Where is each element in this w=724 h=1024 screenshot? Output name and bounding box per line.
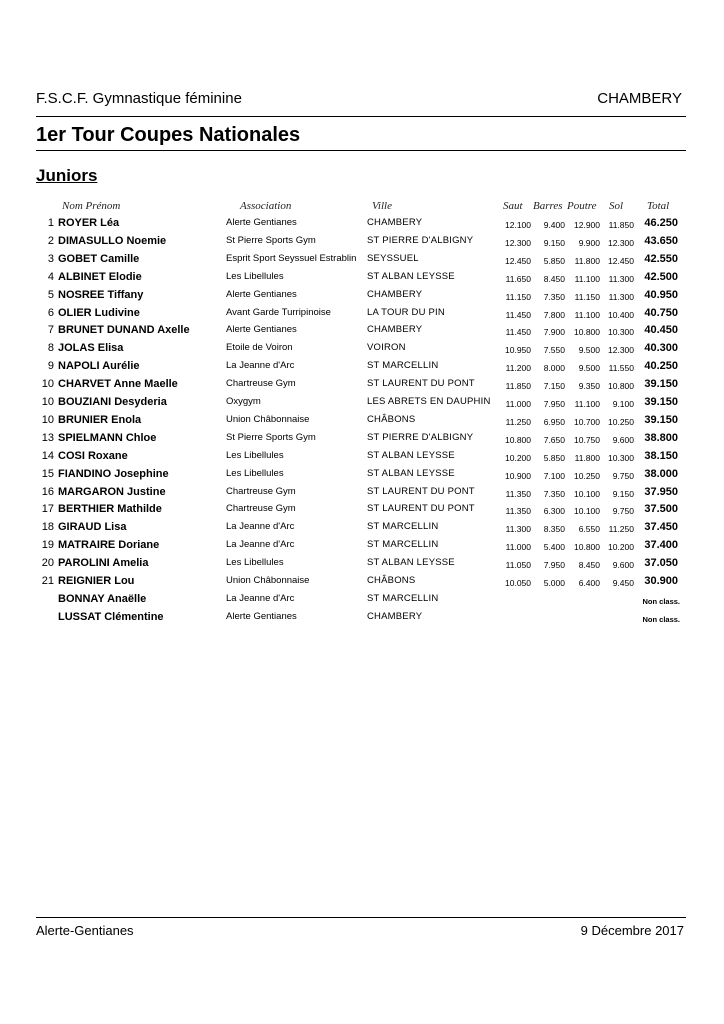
barres-score-cell: 7.350: [543, 488, 565, 499]
poutre-score-cell: 9.500: [578, 363, 600, 374]
barres-score-cell: 5.400: [543, 542, 565, 553]
rank-cell: 8: [47, 342, 54, 355]
total-score-cell: 37.500: [644, 503, 678, 516]
gymnast-name-cell: DIMASULLO Noemie: [58, 234, 167, 247]
sol-score-cell: 9.750: [612, 470, 634, 481]
sol-score-cell: 10.400: [608, 309, 634, 320]
page-title: 1er Tour Coupes Nationales: [36, 124, 301, 146]
association-cell: Chartreuse Gym: [226, 378, 296, 390]
poutre-score-cell: 11.150: [574, 291, 600, 302]
sol-score-cell: 10.200: [608, 542, 634, 553]
sol-score-cell: 10.250: [608, 416, 634, 427]
rank-cell: 9: [47, 360, 54, 373]
saut-score-cell: 11.000: [505, 399, 531, 409]
table-row: [0, 574, 724, 592]
sol-score-cell: 10.300: [608, 327, 634, 338]
town-cell: ST PIERRE D'ALBIGNY: [367, 234, 474, 246]
footer-date: 9 Décembre 2017: [580, 923, 684, 938]
document-header: [36, 90, 686, 110]
rank-cell: 1: [47, 217, 54, 229]
gymnast-name-cell: MATRAIRE Doriane: [58, 539, 160, 552]
barres-score-cell: 7.650: [543, 434, 565, 445]
association-cell: St Pierre Sports Gym: [226, 431, 316, 443]
barres-score-cell: 7.950: [543, 560, 565, 571]
poutre-score-cell: 10.750: [574, 434, 600, 445]
competition-city: CHAMBERY: [597, 90, 682, 107]
association-cell: La Jeanne d'Arc: [226, 539, 295, 551]
poutre-score-cell: 9.900: [578, 237, 600, 248]
gymnast-name-cell: NOSREE Tiffany: [58, 288, 144, 301]
sol-score-cell: 11.550: [608, 363, 634, 374]
total-score-cell: 43.650: [644, 234, 678, 247]
column-header-association: Association: [240, 200, 292, 212]
federation-name: F.S.C.F. Gymnastique féminine: [36, 90, 242, 107]
poutre-score-cell: 11.800: [574, 452, 600, 463]
poutre-score-cell: 8.450: [578, 560, 600, 571]
sol-score-cell: 10.300: [608, 452, 634, 463]
barres-score-cell: 8.000: [543, 363, 565, 374]
saut-score-cell: 11.350: [505, 506, 531, 517]
rank-cell: 13: [41, 431, 54, 444]
association-cell: La Jeanne d'Arc: [226, 360, 295, 372]
association-cell: Les Libellules: [226, 270, 284, 282]
rank-cell: 3: [47, 252, 54, 265]
gymnast-name-cell: REIGNIER Lou: [58, 575, 135, 587]
total-score-cell: 42.550: [644, 252, 678, 265]
rank-cell: 2: [47, 234, 54, 247]
saut-score-cell: 12.450: [505, 255, 531, 266]
total-score-cell: 39.150: [644, 396, 678, 408]
gymnast-name-cell: ALBINET Elodie: [58, 270, 142, 283]
rank-cell: 19: [41, 539, 54, 552]
gymnast-name-cell: PAROLINI Amelia: [58, 557, 149, 570]
poutre-score-cell: 10.700: [574, 416, 600, 427]
town-cell: ST MARCELLIN: [367, 539, 439, 551]
sol-score-cell: 12.300: [608, 237, 634, 248]
association-cell: Les Libellules: [226, 557, 284, 569]
table-row: [0, 502, 724, 520]
column-header-town: Ville: [372, 200, 392, 212]
poutre-score-cell: 10.100: [574, 506, 600, 517]
town-cell: ST LAURENT DU PONT: [367, 378, 475, 390]
barres-score-cell: 7.550: [543, 345, 565, 356]
total-score-cell: 38.150: [644, 449, 678, 462]
town-cell: CHÂBONS: [367, 575, 416, 586]
rank-cell: 10: [41, 413, 54, 426]
association-cell: La Jeanne d'Arc: [226, 521, 295, 533]
table-row: [0, 270, 724, 288]
rank-cell: 15: [41, 467, 54, 480]
total-score-cell: 40.750: [644, 306, 678, 319]
header-divider: [36, 116, 686, 117]
sol-score-cell: 11.300: [608, 273, 634, 284]
table-row: [0, 306, 724, 324]
rank-cell: 4: [47, 270, 54, 283]
poutre-score-cell: 6.400: [578, 578, 600, 588]
total-score-cell: 40.950: [644, 288, 678, 301]
table-row: [0, 413, 724, 431]
sol-score-cell: 9.750: [612, 506, 634, 517]
barres-score-cell: 9.150: [543, 237, 565, 248]
saut-score-cell: 11.650: [505, 273, 531, 284]
association-cell: La Jeanne d'Arc: [226, 592, 295, 604]
gymnast-name-cell: MARGARON Justine: [58, 485, 166, 498]
saut-score-cell: 10.050: [505, 578, 531, 588]
sol-score-cell: 9.150: [612, 488, 634, 499]
rank-cell: 20: [41, 557, 54, 570]
barres-score-cell: 7.800: [543, 309, 565, 320]
association-cell: Chartreuse Gym: [226, 485, 296, 497]
town-cell: ST MARCELLIN: [367, 592, 439, 604]
total-score-cell: 39.150: [644, 413, 678, 426]
saut-score-cell: 11.050: [505, 560, 531, 571]
table-row: [0, 467, 724, 485]
barres-score-cell: 8.450: [543, 273, 565, 284]
sol-score-cell: 11.300: [608, 291, 634, 302]
gymnast-name-cell: LUSSAT Clémentine: [58, 610, 164, 623]
town-cell: ST ALBAN LEYSSE: [367, 270, 455, 282]
saut-score-cell: 10.900: [505, 470, 531, 481]
saut-score-cell: 12.300: [505, 237, 531, 248]
status-cell: Non class.: [642, 614, 680, 624]
saut-score-cell: 11.000: [505, 542, 531, 553]
total-score-cell: 30.900: [644, 575, 678, 587]
gymnast-name-cell: BOUZIANI Desyderia: [58, 396, 167, 408]
gymnast-name-cell: JOLAS Elisa: [58, 342, 124, 355]
town-cell: LA TOUR DU PIN: [367, 306, 445, 318]
sol-score-cell: 11.250: [608, 524, 634, 535]
barres-score-cell: 7.150: [543, 381, 565, 392]
saut-score-cell: 11.150: [505, 291, 531, 302]
town-cell: CHAMBERY: [367, 288, 423, 300]
rank-cell: 7: [47, 324, 54, 337]
table-row: [0, 216, 724, 234]
association-cell: Avant Garde Turripinoise: [226, 306, 331, 318]
barres-score-cell: 6.950: [543, 416, 565, 427]
town-cell: LES ABRETS EN DAUPHIN: [367, 396, 491, 407]
town-cell: ST PIERRE D'ALBIGNY: [367, 431, 474, 443]
association-cell: Oxygym: [226, 396, 261, 407]
poutre-score-cell: 6.550: [578, 524, 600, 535]
barres-score-cell: 6.300: [543, 506, 565, 517]
rank-cell: 6: [47, 306, 54, 319]
saut-score-cell: 11.300: [505, 524, 531, 535]
barres-score-cell: 9.400: [543, 220, 565, 230]
table-row: [0, 359, 724, 377]
poutre-score-cell: 11.800: [574, 255, 600, 266]
poutre-score-cell: 9.350: [578, 381, 600, 392]
table-row: [0, 556, 724, 574]
barres-score-cell: 5.850: [543, 255, 565, 266]
total-score-cell: 40.250: [644, 360, 678, 373]
saut-score-cell: 10.950: [505, 345, 531, 356]
association-cell: Les Libellules: [226, 449, 284, 461]
association-cell: Alerte Gentianes: [226, 610, 297, 622]
saut-score-cell: 11.350: [505, 488, 531, 499]
column-header-barres: Barres: [533, 200, 563, 212]
barres-score-cell: 5.850: [543, 452, 565, 463]
table-row: [0, 449, 724, 467]
gymnast-name-cell: ROYER Léa: [58, 217, 120, 229]
poutre-score-cell: 11.100: [574, 399, 600, 409]
association-cell: St Pierre Sports Gym: [226, 234, 316, 246]
total-score-cell: 37.400: [644, 539, 678, 552]
association-cell: Alerte Gentianes: [226, 217, 297, 228]
association-cell: Esprit Sport Seyssuel Estrablin: [226, 252, 357, 264]
association-cell: Union Châbonnaise: [226, 575, 310, 586]
table-row: [0, 252, 724, 270]
poutre-score-cell: 10.800: [574, 542, 600, 553]
association-cell: Les Libellules: [226, 467, 284, 479]
rank-cell: 10: [41, 378, 54, 391]
table-row: [0, 610, 724, 628]
town-cell: ST ALBAN LEYSSE: [367, 449, 455, 461]
town-cell: CHAMBERY: [367, 324, 423, 336]
total-score-cell: 40.450: [644, 324, 678, 337]
table-row: [0, 592, 724, 610]
barres-score-cell: 7.900: [543, 327, 565, 338]
table-row: [0, 538, 724, 556]
barres-score-cell: 7.350: [543, 291, 565, 302]
town-cell: ST ALBAN LEYSSE: [367, 557, 455, 569]
town-cell: VOIRON: [367, 342, 406, 354]
association-cell: Alerte Gentianes: [226, 288, 297, 300]
table-row: [0, 431, 724, 449]
total-score-cell: 38.800: [644, 431, 678, 444]
rank-cell: 10: [41, 396, 54, 408]
rank-cell: 21: [41, 575, 54, 587]
saut-score-cell: 11.250: [505, 416, 531, 427]
saut-score-cell: 11.450: [505, 327, 531, 338]
rank-cell: 14: [41, 449, 54, 462]
total-score-cell: 42.500: [644, 270, 678, 283]
town-cell: ST MARCELLIN: [367, 521, 439, 533]
sol-score-cell: 9.450: [612, 578, 634, 588]
rank-cell: 18: [41, 521, 54, 534]
poutre-score-cell: 9.500: [578, 345, 600, 356]
sol-score-cell: 10.800: [608, 381, 634, 392]
total-score-cell: 40.300: [644, 342, 678, 355]
table-row: [0, 341, 724, 359]
association-cell: Chartreuse Gym: [226, 503, 296, 515]
total-score-cell: 38.000: [644, 467, 678, 480]
rank-cell: 17: [41, 503, 54, 516]
poutre-score-cell: 10.800: [574, 327, 600, 338]
gymnast-name-cell: NAPOLI Aurélie: [58, 360, 140, 373]
gymnast-name-cell: COSI Roxane: [58, 449, 128, 462]
total-score-cell: 46.250: [644, 217, 678, 229]
column-header-total: Total: [647, 200, 670, 212]
town-cell: ST LAURENT DU PONT: [367, 503, 475, 515]
table-row: [0, 520, 724, 538]
town-cell: SEYSSUEL: [367, 252, 419, 264]
gymnast-name-cell: BERTHIER Mathilde: [58, 503, 162, 516]
gymnast-name-cell: BRUNIER Enola: [58, 413, 142, 426]
footer-club: Alerte-Gentianes: [36, 923, 134, 938]
table-row: [0, 485, 724, 503]
gymnast-name-cell: OLIER Ludivine: [58, 306, 140, 319]
footer-divider: [36, 917, 686, 918]
table-row: [0, 377, 724, 395]
association-cell: Etoile de Voiron: [226, 342, 293, 354]
town-cell: CHAMBERY: [367, 610, 423, 622]
table-row: [0, 288, 724, 306]
saut-score-cell: 10.800: [505, 434, 531, 445]
table-row: [0, 234, 724, 252]
rank-cell: 5: [47, 288, 54, 301]
saut-score-cell: 12.100: [505, 220, 531, 230]
gymnast-name-cell: FIANDINO Josephine: [58, 467, 169, 480]
gymnast-name-cell: GIRAUD Lisa: [58, 521, 127, 534]
sol-score-cell: 11.850: [608, 220, 634, 230]
table-row: [0, 395, 724, 413]
table-row: [0, 323, 724, 341]
town-cell: CHÂBONS: [367, 413, 416, 425]
rank-cell: 16: [41, 485, 54, 498]
sol-score-cell: 9.100: [612, 399, 634, 409]
poutre-score-cell: 10.100: [574, 488, 600, 499]
column-header-sol: Sol: [609, 200, 624, 212]
column-header-name: Nom Prénom: [62, 200, 121, 212]
sol-score-cell: 9.600: [612, 434, 634, 445]
sol-score-cell: 12.300: [608, 345, 634, 356]
gymnast-name-cell: BRUNET DUNAND Axelle: [58, 324, 190, 337]
total-score-cell: 39.150: [644, 378, 678, 391]
town-cell: ST ALBAN LEYSSE: [367, 467, 455, 479]
sol-score-cell: 12.450: [608, 255, 634, 266]
association-cell: Alerte Gentianes: [226, 324, 297, 336]
barres-score-cell: 8.350: [543, 524, 565, 535]
association-cell: Union Châbonnaise: [226, 413, 310, 425]
total-score-cell: 37.450: [644, 521, 678, 534]
status-cell: Non class.: [642, 596, 680, 606]
barres-score-cell: 7.100: [543, 470, 565, 481]
poutre-score-cell: 12.900: [574, 220, 600, 230]
barres-score-cell: 5.000: [543, 578, 565, 588]
gymnast-name-cell: SPIELMANN Chloe: [58, 431, 157, 444]
town-cell: ST LAURENT DU PONT: [367, 485, 475, 497]
town-cell: CHAMBERY: [367, 217, 423, 228]
poutre-score-cell: 11.100: [574, 273, 600, 284]
saut-score-cell: 11.200: [505, 363, 531, 374]
total-score-cell: 37.950: [644, 485, 678, 498]
column-header-poutre: Poutre: [567, 200, 597, 212]
total-score-cell: 37.050: [644, 557, 678, 570]
town-cell: ST MARCELLIN: [367, 360, 439, 372]
category-heading: Juniors: [36, 166, 98, 185]
gymnast-name-cell: BONNAY Anaëlle: [58, 592, 147, 605]
poutre-score-cell: 11.100: [574, 309, 600, 320]
gymnast-name-cell: CHARVET Anne Maelle: [58, 378, 178, 391]
gymnast-name-cell: GOBET Camille: [58, 252, 140, 265]
saut-score-cell: 11.850: [505, 381, 531, 392]
barres-score-cell: 7.950: [543, 399, 565, 409]
saut-score-cell: 11.450: [505, 309, 531, 320]
poutre-score-cell: 10.250: [574, 470, 600, 481]
saut-score-cell: 10.200: [505, 452, 531, 463]
column-header-saut: Saut: [503, 200, 523, 212]
title-divider: [36, 150, 686, 151]
sol-score-cell: 9.600: [612, 560, 634, 571]
